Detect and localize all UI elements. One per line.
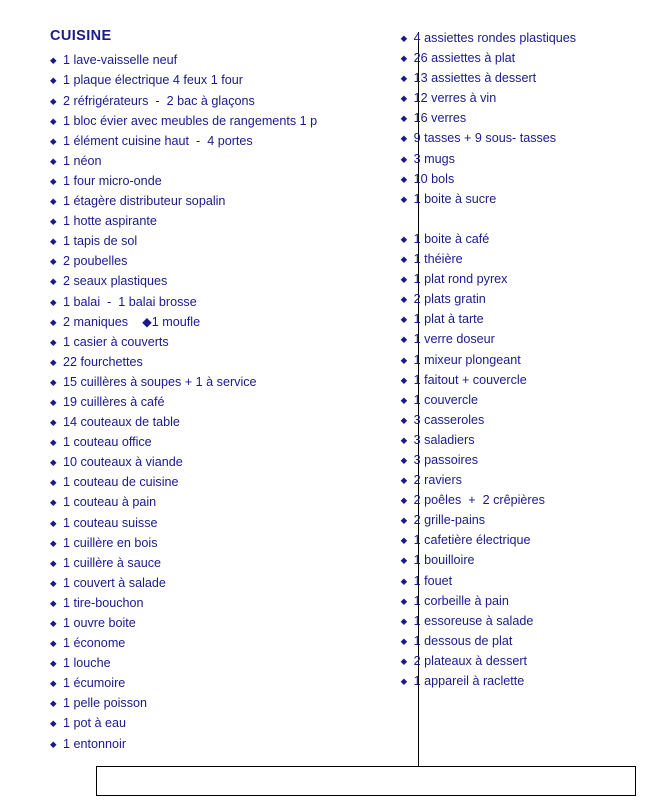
list-item: ◆ 1 louche <box>50 653 381 673</box>
list-item: ◆ 1 dessous de plat <box>401 631 632 651</box>
list-item: ◆ 1 couteau office <box>50 432 381 452</box>
list-item: ◆ 1 mixeur plongeant <box>401 350 632 370</box>
list-item: ◆ 1 cafetière électrique <box>401 530 632 550</box>
list-item: ◆ 12 verres à vin <box>401 88 632 108</box>
list-item: ◆ 1 boite à sucre <box>401 189 632 209</box>
list-item: ◆ 1 fouet <box>401 571 632 591</box>
list-item: ◆ 1 tire-bouchon <box>50 593 381 613</box>
list-item: ◆ 3 casseroles <box>401 410 632 430</box>
list-item: ◆ 3 passoires <box>401 450 632 470</box>
list-item: ◆ 1 couvert à salade <box>50 573 381 593</box>
list-spacer <box>401 209 632 229</box>
list-item: ◆ 2 plats gratin <box>401 289 632 309</box>
list-item: ◆ 1 appareil à raclette <box>401 671 632 691</box>
list-item: ◆ 10 couteaux à viande <box>50 452 381 472</box>
list-item: ◆ 3 saladiers <box>401 430 632 450</box>
list-item: ◆ 1 cuillère à sauce <box>50 553 381 573</box>
list-item: ◆ 1 ouvre boite <box>50 613 381 633</box>
list-item: ◆ 1 bouilloire <box>401 550 632 570</box>
list-item: ◆ 2 seaux plastiques <box>50 271 381 291</box>
list-item: ◆ 2 raviers <box>401 470 632 490</box>
list-item: ◆ 9 tasses + 9 sous- tasses <box>401 128 632 148</box>
list-item: ◆ 1 couteau suisse <box>50 513 381 533</box>
list-item: ◆ 2 poêles + 2 crêpières <box>401 490 632 510</box>
list-item: ◆ 2 poubelles <box>50 251 381 271</box>
list-item: ◆ 1 hotte aspirante <box>50 211 381 231</box>
list-item: ◆ 13 assiettes à dessert <box>401 68 632 88</box>
inventory-list-left <box>50 50 381 753</box>
list-item: ◆ 1 élément cuisine haut - 4 portes <box>50 131 381 151</box>
list-item: ◆ 26 assiettes à plat <box>401 48 632 68</box>
list-item: ◆ 1 étagère distributeur sopalin <box>50 191 381 211</box>
list-item: ◆ 1 néon <box>50 151 381 171</box>
list-item: ◆ 1 couteau à pain <box>50 492 381 512</box>
list-item: ◆ 1 couteau de cuisine <box>50 472 381 492</box>
list-item: ◆ 14 couteaux de table <box>50 412 381 432</box>
list-item: ◆ 22 fourchettes <box>50 352 381 372</box>
list-item: ◆ 15 cuillères à soupes + 1 à service <box>50 372 381 392</box>
list-item: ◆ 1 couvercle <box>401 390 632 410</box>
list-item: ◆ 1 plat rond pyrex <box>401 269 632 289</box>
list-item: ◆ 1 plaque électrique 4 feux 1 four <box>50 70 381 90</box>
list-item: ◆ 1 cuillère en bois <box>50 533 381 553</box>
list-item: ◆ 1 économe <box>50 633 381 653</box>
bottom-signature-box <box>96 766 636 796</box>
list-item: ◆ 1 écumoire <box>50 673 381 693</box>
list-item: ◆ 19 cuillères à café <box>50 392 381 412</box>
list-item: ◆ 1 plat à tarte <box>401 309 632 329</box>
list-item: ◆ 2 plateaux à dessert <box>401 651 632 671</box>
list-item: ◆ 1 boite à café <box>401 229 632 249</box>
list-item: ◆ 1 corbeille à pain <box>401 591 632 611</box>
list-item: ◆ 4 assiettes rondes plastiques <box>401 28 632 48</box>
list-item: ◆ 10 bols <box>401 169 632 189</box>
list-item: ◆ 1 pot à eau <box>50 713 381 733</box>
list-item: ◆ 1 faitout + couvercle <box>401 370 632 390</box>
list-item: ◆ 1 entonnoir <box>50 734 381 754</box>
page-title: CUISINE <box>50 28 112 44</box>
list-item: ◆ 1 pelle poisson <box>50 693 381 713</box>
right-column <box>381 28 632 691</box>
list-item: ◆ 1 four micro-onde <box>50 171 381 191</box>
two-column-layout <box>28 28 632 756</box>
list-item: ◆ 3 mugs <box>401 149 632 169</box>
list-item: ◆ 1 lave-vaisselle neuf <box>50 50 381 70</box>
list-item: ◆ 1 bloc évier avec meubles de rangements 1 p <box>50 111 381 131</box>
left-column <box>28 28 381 754</box>
list-item: ◆ 1 théière <box>401 249 632 269</box>
list-item: ◆ 2 maniques ◆1 moufle <box>50 312 381 332</box>
list-item: ◆ 1 casier à couverts <box>50 332 381 352</box>
inventory-list-right <box>401 28 632 691</box>
list-item: ◆ 16 verres <box>401 108 632 128</box>
list-item: ◆ 1 balai - 1 balai brosse <box>50 292 381 312</box>
list-item: ◆ 1 verre doseur <box>401 329 632 349</box>
list-item: ◆ 1 essoreuse à salade <box>401 611 632 631</box>
list-item: ◆ 1 tapis de sol <box>50 231 381 251</box>
list-item: ◆ 2 grille-pains <box>401 510 632 530</box>
list-item: ◆ 2 réfrigérateurs - 2 bac à glaçons <box>50 91 381 111</box>
